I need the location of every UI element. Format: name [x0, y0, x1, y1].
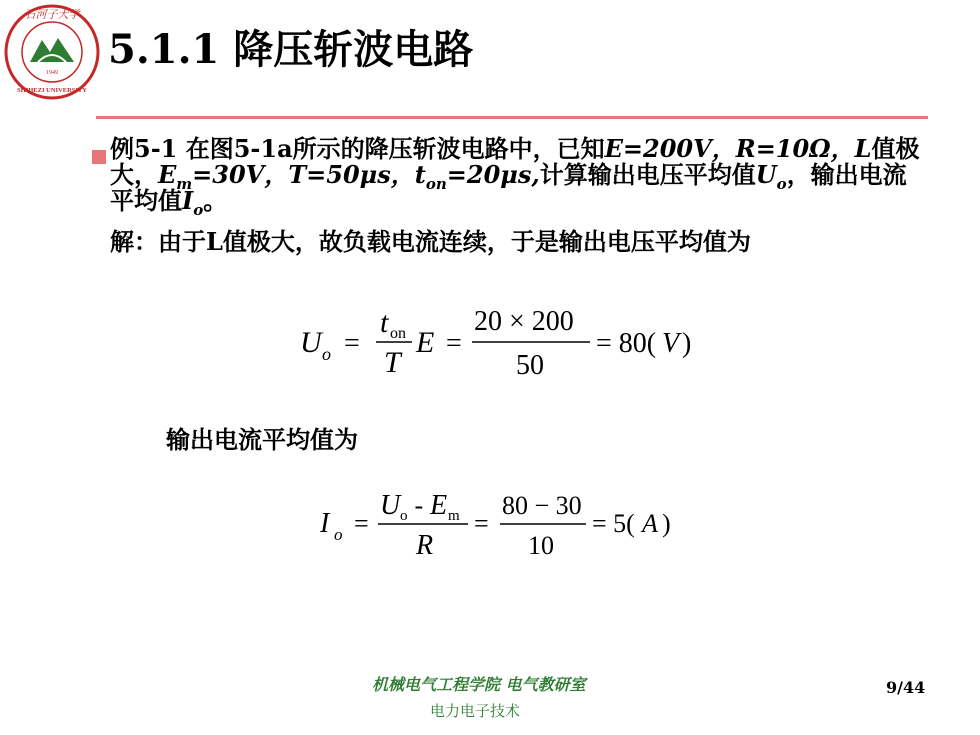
solution-text: 解：由于L值极大，故负载电流连续，于是输出电压平均值为: [110, 227, 751, 256]
f2-eq-2: =: [474, 509, 489, 538]
current-formula: [320, 488, 700, 568]
f2-num-b-sub: m: [448, 508, 460, 524]
page-number: 9/44: [886, 678, 926, 697]
given-T: T=50μs，: [288, 160, 415, 189]
symbol-Io: I: [182, 186, 194, 215]
f2-frac2-den: 10: [528, 531, 554, 560]
title-divider: [96, 116, 928, 119]
f1-frac2-den: 50: [516, 350, 544, 381]
f1-eq-1: =: [344, 328, 360, 359]
f1-E: E: [416, 326, 435, 359]
problem-text-5: 。: [203, 186, 228, 215]
f2-num-a: U: [380, 490, 401, 521]
f1-unit: V: [662, 328, 680, 359]
slide-title: 5.1.1 降压斩波电路: [108, 26, 474, 73]
f2-lhs-sub: o: [334, 525, 343, 544]
f2-eq-1: =: [354, 509, 369, 538]
logo-top-text: 石河子大学: [24, 9, 80, 21]
f1-result: = 80(: [596, 328, 657, 359]
f1-frac1-num: t: [380, 306, 389, 339]
symbol-Uo: U: [755, 160, 777, 189]
f1-eq-2: =: [446, 328, 462, 359]
given-Em: E: [158, 160, 177, 189]
current-heading: 输出电流平均值为: [166, 425, 358, 454]
problem-text-3: 计算输出电压平均值: [539, 160, 756, 189]
given-E: E=200V，: [604, 134, 736, 163]
logo-bottom-text: SHIHEZI UNIVERSITY: [17, 87, 87, 94]
f2-num-b: E: [430, 490, 448, 521]
f1-frac1-den: T: [384, 346, 401, 379]
f2-num-a-sub: o: [400, 508, 408, 524]
given-Em-sub: m: [176, 174, 193, 193]
given-ton-sub: on: [425, 174, 447, 193]
bullet-marker: [92, 150, 106, 164]
f1-lhs: U: [300, 326, 322, 359]
problem-text-4: ，输出电流平均值: [110, 160, 907, 215]
given-Em-value: =30V，: [192, 160, 289, 189]
footer-course: 电力电子技术: [430, 702, 521, 720]
f2-num-op: -: [408, 491, 430, 520]
f1-frac2-num: 20 × 200: [474, 306, 574, 337]
problem-text-2: 值极大，: [110, 134, 920, 189]
f1-frac1-num-sub: on: [390, 325, 406, 342]
problem-statement: [110, 134, 930, 219]
logo-year: 1949: [46, 70, 58, 76]
university-logo: [2, 2, 102, 102]
f2-lhs: I: [320, 508, 330, 539]
university-seal-icon: [2, 2, 102, 102]
f2-frac2-num: 80 − 30: [502, 491, 582, 520]
given-R: R=10Ω，: [735, 134, 855, 163]
voltage-formula: [300, 298, 720, 388]
given-L: L: [854, 134, 872, 163]
footer-department: 机械电气工程学院 电气教研室: [372, 675, 586, 694]
f2-result: = 5(: [592, 509, 635, 538]
symbol-Uo-sub: o: [776, 174, 787, 193]
f2-frac1-den: R: [416, 530, 434, 561]
f2-close: ): [662, 509, 671, 538]
problem-text-1: 例5-1 在图5-1a所示的降压斩波电路中，已知: [110, 134, 605, 163]
symbol-Io-sub: o: [193, 200, 204, 219]
f1-lhs-sub: o: [322, 344, 331, 364]
f2-unit: A: [642, 509, 658, 538]
given-ton-value: =20μs,: [446, 160, 540, 189]
given-ton: t: [414, 160, 426, 189]
f1-close: ): [682, 328, 692, 359]
